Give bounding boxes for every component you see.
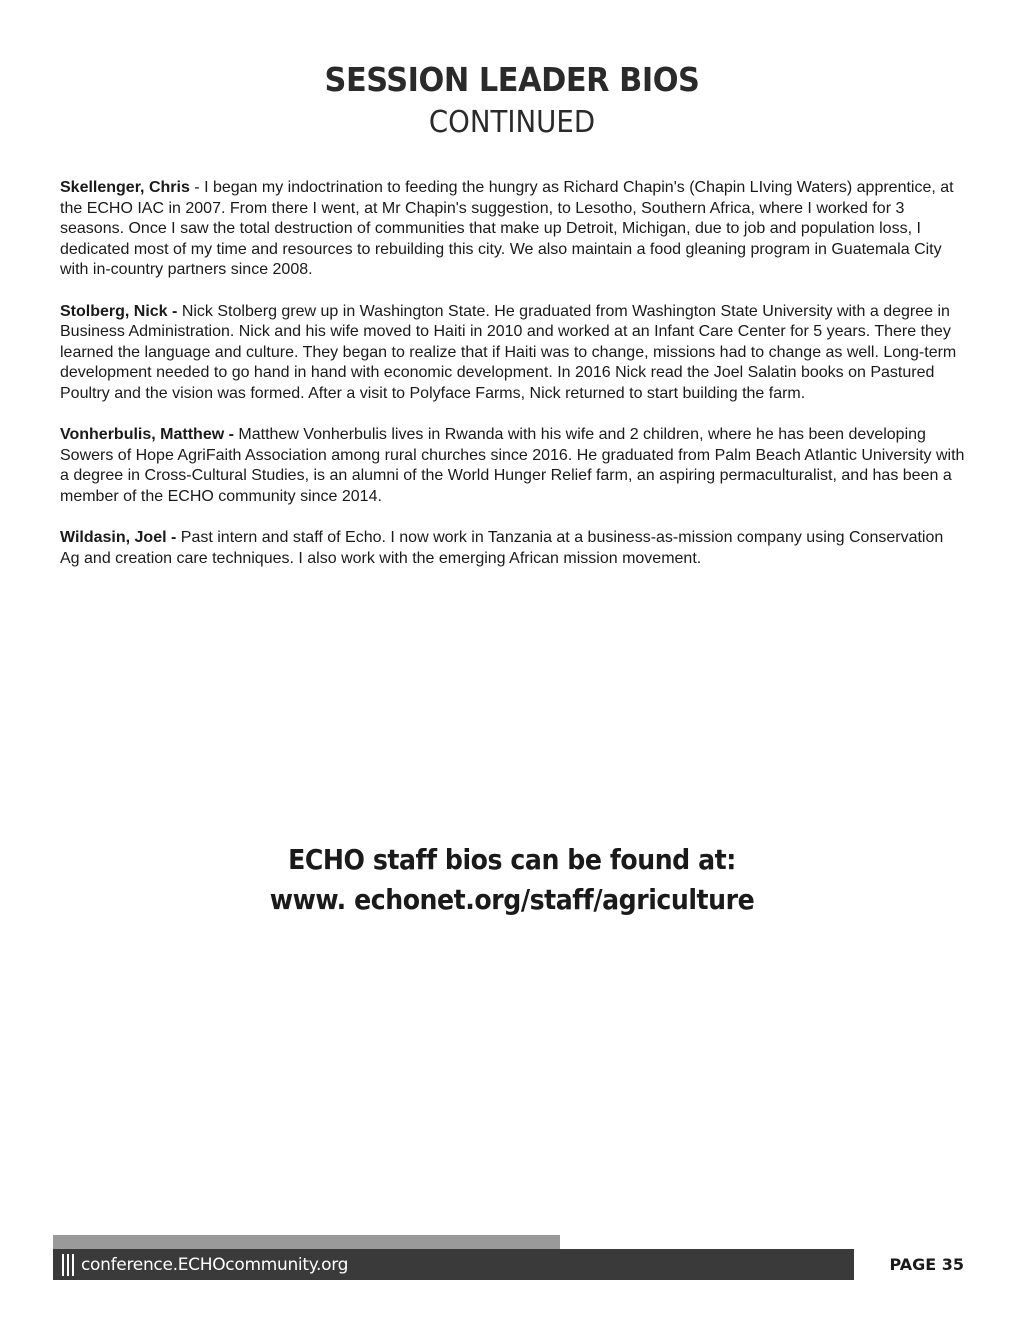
footer-bar: [53, 1249, 854, 1280]
bio-name: Skellenger, Chris: [60, 179, 190, 196]
footer-accent-bar: [53, 1235, 560, 1249]
bio-name: Stolberg, Nick -: [60, 302, 178, 320]
staff-bios-note: [0, 840, 1024, 920]
page-title: SESSION LEADER BIOS: [324, 60, 700, 99]
bio-skellenger: [60, 178, 966, 281]
bio-text: Past intern and staff of Echo. I now work in Tanzania at a business-as-mission company using Conservation Ag and creation care techniques. I also work with the emerging African mission movement.: [60, 529, 944, 567]
page-number: PAGE 35: [889, 1255, 964, 1274]
bio-name: Wildasin, Joel -: [60, 529, 177, 546]
bios-list: [60, 178, 966, 590]
bio-separator: -: [189, 179, 205, 196]
footer-url-link[interactable]: conference.ECHOcommunity.org: [81, 1254, 349, 1275]
bio-wildasin: [60, 528, 966, 569]
bio-text: Matthew Vonherbulis lives in Rwanda with his wife and 2 children, where he has been developing Sowers of Hope AgriFaith Association among rural churches since 2016. He graduated from Palm Beach Atlantic University with a degree in Cross-Cultural Studies, is an alumni of the World Hunger Relief farm, an aspiring permaculturalist, and has been a member of the ECHO community since 2014.: [60, 426, 965, 505]
bio-vonherbulis: [60, 425, 966, 507]
page-header: [0, 58, 1024, 144]
staff-note-heading: ECHO staff bios can be found at:: [288, 843, 736, 876]
bio-text: I began my indoctrination to feeding the hungry as Richard Chapin's (Chapin LIving Waters) apprentice, at the ECHO IAC in 2007. From there I went, at Mr Chapin's suggestion, to Lesotho, Southern Africa, where I worked for 3 seasons. Once I saw the total destruction of communities that make up Detroit, Michigan, due to job and population loss, I dedicated most of my time and resources to rebuilding this city. We also maintain a food gleaning program in Guatemala City with in-country partners since 2008.: [60, 179, 954, 278]
bio-stolberg: [60, 302, 966, 405]
bio-name: Vonherbulis, Matthew -: [60, 426, 234, 443]
vertical-bars-icon: [62, 1254, 74, 1276]
staff-bios-link[interactable]: www. echonet.org/staff/agriculture: [269, 883, 755, 916]
page-subtitle: CONTINUED: [428, 105, 596, 140]
bio-text: Nick Stolberg grew up in Washington State. He graduated from Washington State University with a degree in Business Administration. Nick and his wife moved to Haiti in 2010 and worked at an Infant Care Center for 5 years. There they learned the language and culture. They began to realize that if Haiti was to change, missions had to change as well. Long-term development needed to go hand in hand with economic development. In 2016 Nick read the Joel Salatin books on Pastured Poultry and the vision was formed. After a visit to Polyface Farms, Nick returned to start building the farm.: [60, 302, 957, 402]
